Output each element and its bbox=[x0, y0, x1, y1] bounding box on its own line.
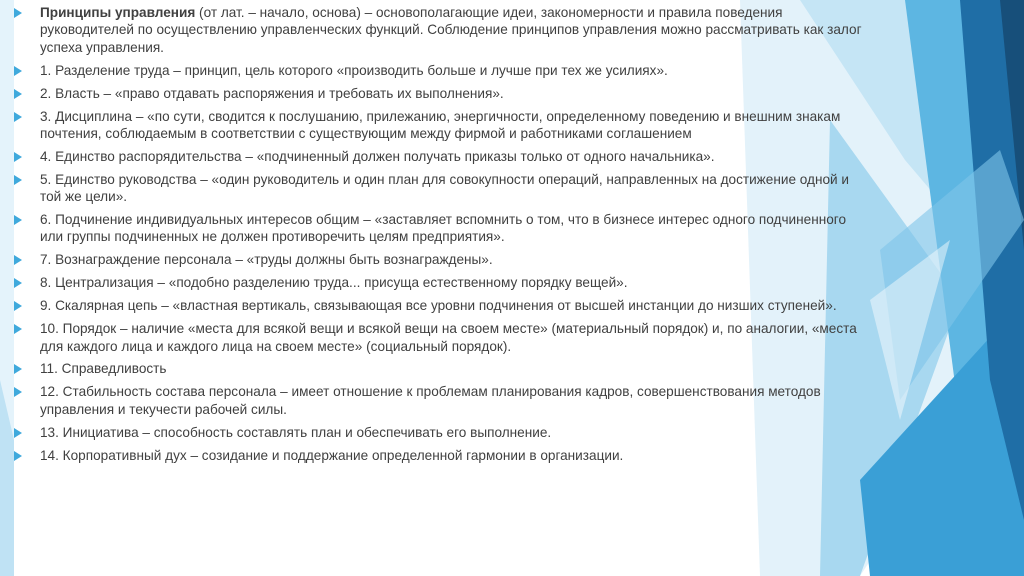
list-item bbox=[14, 148, 864, 165]
triangle-bullet-icon bbox=[14, 278, 22, 288]
list-item bbox=[14, 320, 864, 355]
list-item bbox=[14, 85, 864, 102]
list-item bbox=[14, 447, 864, 464]
principle-text: 7. Вознаграждение персонала – «труды должны быть вознаграждены». bbox=[40, 252, 493, 268]
list-item bbox=[14, 424, 864, 441]
principles-list bbox=[14, 4, 864, 464]
triangle-bullet-icon bbox=[14, 8, 22, 18]
triangle-bullet-icon bbox=[14, 255, 22, 265]
principle-text: 10. Порядок – наличие «места для всякой вещи и всякой вещи на своем месте» (материальный порядок) и, по аналогии, «места для каждого лица и каждого лица на своем месте» (социальный порядок). bbox=[40, 321, 857, 354]
triangle-bullet-icon bbox=[14, 89, 22, 99]
triangle-bullet-icon bbox=[14, 428, 22, 438]
principle-text: 2. Власть – «право отдавать распоряжения и требовать их выполнения». bbox=[40, 85, 504, 101]
intro-item bbox=[14, 4, 864, 56]
triangle-bullet-icon bbox=[14, 451, 22, 461]
triangle-bullet-icon bbox=[14, 387, 22, 397]
intro-text: (от лат. – начало, основа) – основополагающие идеи, закономерности и правила поведения руководителей по осуществлению управленческих функций. Соблюдение принципов управления можно рассматривать как залог успеха управления. bbox=[40, 5, 862, 55]
principle-text: 14. Корпоративный дух – созидание и поддержание определенной гармонии в организации. bbox=[40, 447, 624, 463]
list-item bbox=[14, 62, 864, 79]
intro-lead: Принципы управления bbox=[40, 5, 196, 20]
triangle-bullet-icon bbox=[14, 66, 22, 76]
principle-text: 4. Единство распорядительства – «подчиненный должен получать приказы только от одного начальника». bbox=[40, 148, 715, 164]
list-item bbox=[14, 211, 864, 246]
triangle-bullet-icon bbox=[14, 112, 22, 122]
principle-text: 12. Стабильность состава персонала – имеет отношение к проблемам планирования кадров, совершенствования методов управления и текучести рабочей силы. bbox=[40, 384, 821, 417]
list-item bbox=[14, 171, 864, 206]
principle-text: 11. Справедливость bbox=[40, 361, 167, 377]
triangle-bullet-icon bbox=[14, 301, 22, 311]
principle-text: 1. Разделение труда – принцип, цель которого «производить больше и лучше при тех же усилиях». bbox=[40, 62, 668, 78]
principle-text: 8. Централизация – «подобно разделению труда... присуща естественному порядку вещей». bbox=[40, 275, 628, 291]
principle-text: 13. Инициатива – способность составлять план и обеспечивать его выполнение. bbox=[40, 424, 552, 440]
list-item bbox=[14, 297, 864, 314]
list-item bbox=[14, 274, 864, 291]
triangle-bullet-icon bbox=[14, 364, 22, 374]
principle-text: 9. Скалярная цепь – «властная вертикаль, связывающая все уровни подчинения от высшей инстанции до низших ступеней». bbox=[40, 298, 837, 314]
list-item bbox=[14, 383, 864, 418]
list-item bbox=[14, 360, 864, 377]
triangle-bullet-icon bbox=[14, 215, 22, 225]
triangle-bullet-icon bbox=[14, 152, 22, 162]
principle-text: 3. Дисциплина – «по сути, сводится к послушанию, прилежанию, энергичности, определенному поведению и внешним знакам почтения, соблюдаемым в соответствии с существующим между фирмой и работниками соглашением bbox=[40, 108, 841, 141]
principle-text: 6. Подчинение индивидуальных интересов общим – «заставляет вспомнить о том, что в бизнесе интерес одного подчиненного или группы подчиненных не должен противоречить целям предприятия». bbox=[40, 212, 847, 245]
list-item bbox=[14, 251, 864, 268]
triangle-bullet-icon bbox=[14, 175, 22, 185]
triangle-bullet-icon bbox=[14, 324, 22, 334]
list-item bbox=[14, 108, 864, 143]
principle-text: 5. Единство руководства – «один руководитель и один план для совокупности операций, направленных на достижение одной и той же цели». bbox=[40, 171, 849, 205]
slide-content bbox=[14, 4, 864, 469]
